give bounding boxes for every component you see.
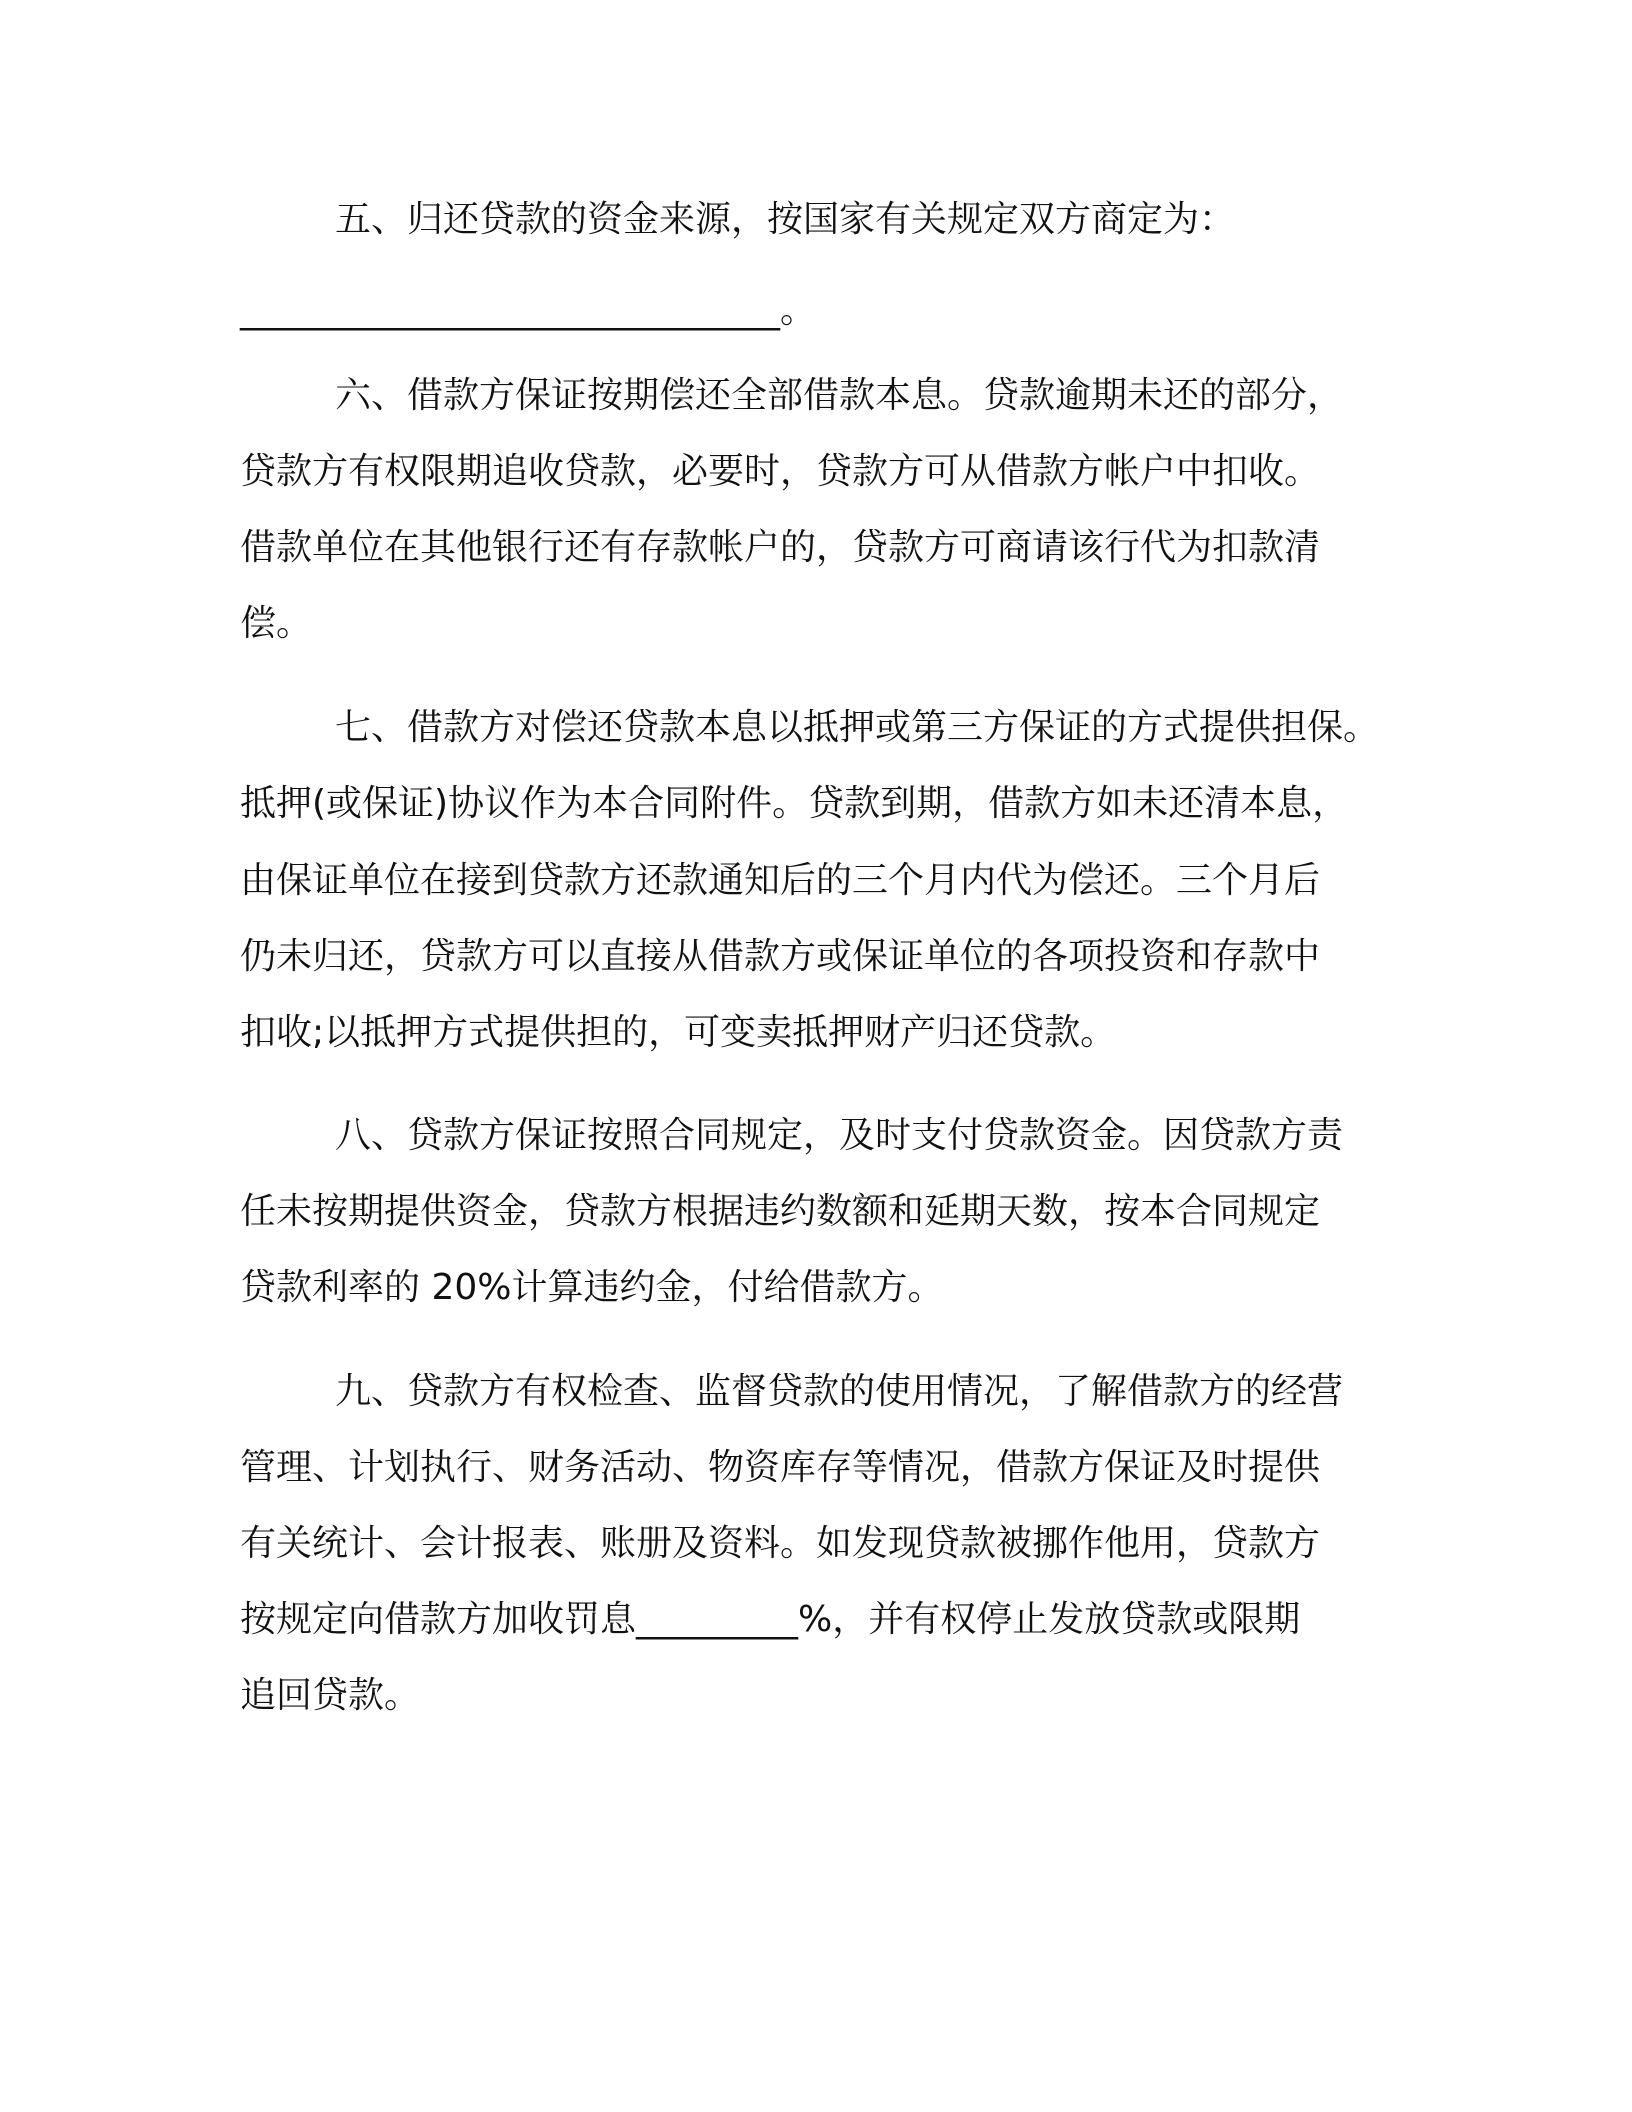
clause-9-line-3: 有关统计、会计报表、账册及资料。如发现贷款被挪作他用，贷款方 [240, 1523, 1321, 1564]
clause-7-line-4: 仍未归还，贷款方可以直接从借款方或保证单位的各项投资和存款中 [240, 936, 1321, 977]
clause-7-line-2: 抵押(或保证)协议作为本合同附件。贷款到期，借款方如未还清本息， [240, 783, 1349, 824]
clause-7-line-1: 七、借款方对偿还贷款本息以抵押或第三方保证的方式提供担保。 [335, 707, 1380, 748]
clause-5-line-1: 五、归还贷款的资金来源，按国家有关规定双方商定为： [335, 199, 1236, 240]
clause-8-line-3: 贷款利率的 20%计算违约金，付给借款方。 [240, 1267, 944, 1308]
clause-9-line-2: 管理、计划执行、财务活动、物资库存等情况，借款方保证及时提供 [240, 1447, 1321, 1488]
clause-6-line-4: 偿。 [240, 603, 313, 644]
clause-9-line-1: 九、贷款方有权检查、监督贷款的使用情况，了解借款方的经营 [335, 1371, 1344, 1412]
clause-6-line-3: 借款单位在其他银行还有存款帐户的，贷款方可商请该行代为扣款清 [240, 527, 1321, 568]
clause-9-line-4: 按规定向借款方加收罚息_________%，并有权停止发放贷款或限期 [240, 1599, 1301, 1640]
clause-6-line-1: 六、借款方保证按期偿还全部借款本息。贷款逾期未还的部分， [335, 375, 1344, 416]
clause-9-line-5: 追回贷款。 [240, 1675, 421, 1716]
clause-7-line-3: 由保证单位在接到贷款方还款通知后的三个月内代为偿还。三个月后 [240, 860, 1321, 901]
clause-5-line-2: ______________________________。 [240, 290, 816, 331]
clause-8-line-2: 任未按期提供资金，贷款方根据违约数额和延期天数，按本合同规定 [240, 1191, 1321, 1232]
clause-6-line-2: 贷款方有权限期追收贷款，必要时，贷款方可从借款方帐户中扣收。 [240, 451, 1321, 492]
clause-8-line-1: 八、贷款方保证按照合同规定，及时支付贷款资金。因贷款方责 [335, 1115, 1344, 1156]
clause-7-line-5: 扣收;以抵押方式提供担的，可变卖抵押财产归还贷款。 [240, 1012, 1117, 1053]
